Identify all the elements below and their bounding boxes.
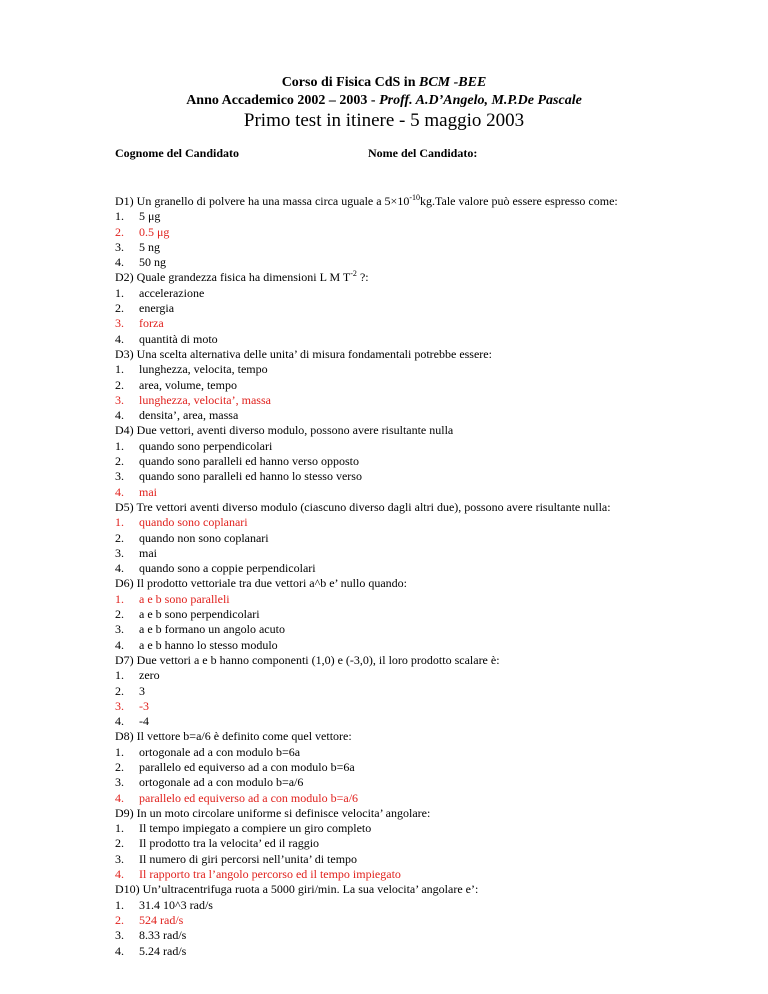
exponent: -10 <box>409 193 420 202</box>
correct-option <box>115 393 655 408</box>
option-number: 3. <box>115 928 124 943</box>
option-text: Il tempo impiegato a compiere un giro completo <box>139 821 372 836</box>
answer-option <box>115 821 655 836</box>
answer-option <box>115 638 655 653</box>
correct-option <box>115 791 655 806</box>
option-text: 31.4 10^3 rad/s <box>139 897 213 912</box>
option-text: a e b hanno lo stesso modulo <box>139 637 278 652</box>
option-number: 3. <box>115 622 124 637</box>
option-number: 3. <box>115 316 124 331</box>
question-text <box>115 500 655 515</box>
question-text <box>115 194 655 209</box>
answer-option <box>115 622 655 637</box>
option-number: 4. <box>115 790 124 805</box>
option-number: 2. <box>115 301 124 316</box>
option-text: ortogonale ad a con modulo b=6a <box>139 744 301 759</box>
option-number: 3. <box>115 851 124 866</box>
question-fragment: ?: <box>356 270 369 285</box>
option-text: Il rapporto tra l’angolo percorso ed il tempo impiegato <box>139 867 401 882</box>
correct-option <box>115 316 655 331</box>
correct-option <box>115 699 655 714</box>
option-text: a e b sono perpendicolari <box>139 607 260 622</box>
answer-option <box>115 836 655 851</box>
answer-option <box>115 928 655 943</box>
answer-option <box>115 546 655 561</box>
question-fragment: D5) Tre vettori aventi diverso modulo (ciascuno diverso dagli altri due), possono avere risultante nulla: <box>115 499 611 514</box>
test-title: Primo test in itinere - 5 maggio 2003 <box>243 110 525 131</box>
option-number: 2. <box>115 454 124 469</box>
answer-option <box>115 408 655 423</box>
option-text: -3 <box>139 698 149 713</box>
answer-option <box>115 775 655 790</box>
question-text <box>115 806 655 821</box>
answer-option <box>115 209 655 224</box>
option-number: 4. <box>115 331 124 346</box>
option-number: 1. <box>115 744 124 759</box>
option-number: 4. <box>115 867 124 882</box>
question-fragment: D1) Un granello di polvere ha una massa circa uguale a 5×10 <box>115 194 410 208</box>
answer-option <box>115 561 655 576</box>
answer-option <box>115 944 655 959</box>
question-fragment: kg.Tale valore può essere espresso come: <box>420 194 618 208</box>
option-number: 4. <box>115 714 124 729</box>
option-number: 3. <box>115 469 124 484</box>
answer-option <box>115 332 655 347</box>
option-text: energia <box>139 301 175 316</box>
answer-option <box>115 684 655 699</box>
option-text: accelerazione <box>139 285 205 300</box>
question-fragment: D2) Quale grandezza fisica ha dimensioni L M T <box>115 270 351 285</box>
question-text <box>115 423 655 438</box>
option-text: 0.5 μg <box>139 224 170 239</box>
option-number: 1. <box>115 209 124 224</box>
option-number: 2. <box>115 836 124 851</box>
option-text: mai <box>139 545 157 560</box>
answer-option <box>115 607 655 622</box>
answer-option <box>115 454 655 469</box>
question-text <box>115 653 655 668</box>
correct-option <box>115 225 655 240</box>
answer-option <box>115 286 655 301</box>
option-text: Il prodotto tra la velocita’ ed il raggio <box>139 836 320 851</box>
option-number: 2. <box>115 377 124 392</box>
option-text: parallelo ed equiverso ad a con modulo b=6a <box>139 759 355 774</box>
option-number: 1. <box>115 438 124 453</box>
option-number: 2. <box>115 912 124 927</box>
answer-option <box>115 760 655 775</box>
option-text: quando sono a coppie perpendicolari <box>139 561 316 576</box>
option-text: forza <box>139 316 164 331</box>
option-number: 4. <box>115 943 124 958</box>
option-text: quando sono perpendicolari <box>139 438 273 453</box>
option-number: 2. <box>115 530 124 545</box>
option-number: 2. <box>115 759 124 774</box>
option-text: mai <box>139 484 157 499</box>
option-number: 4. <box>115 255 124 270</box>
option-number: 4. <box>115 561 124 576</box>
answer-option <box>115 469 655 484</box>
option-number: 4. <box>115 408 124 423</box>
option-text: area, volume, tempo <box>139 377 237 392</box>
option-text: quando sono coplanari <box>139 515 248 530</box>
question-text <box>115 270 655 285</box>
question-fragment: D8) Il vettore b=a/6 è definito come quel vettore: <box>115 729 352 744</box>
answer-option <box>115 240 655 255</box>
answer-option <box>115 439 655 454</box>
answer-option <box>115 301 655 316</box>
option-number: 2. <box>115 683 124 698</box>
option-text: -4 <box>139 714 149 729</box>
option-text: lunghezza, velocita, tempo <box>139 362 268 377</box>
answer-option <box>115 255 655 270</box>
answer-option <box>115 378 655 393</box>
question-text <box>115 729 655 744</box>
question-fragment: D7) Due vettori a e b hanno componenti (1,0) e (-3,0), il loro prodotto scalare è: <box>115 652 500 667</box>
correct-option <box>115 913 655 928</box>
option-text: 5.24 rad/s <box>139 943 187 958</box>
name-label: Nome del Candidato: <box>368 146 478 160</box>
course-code: BCM -BEE <box>419 75 487 90</box>
option-text: quantità di moto <box>139 331 218 346</box>
option-text: densita’, area, massa <box>139 408 239 423</box>
option-text: 3 <box>139 683 145 698</box>
option-number: 1. <box>115 668 124 683</box>
option-number: 1. <box>115 285 124 300</box>
option-text: parallelo ed equiverso ad a con modulo b=a/6 <box>139 790 359 805</box>
option-number: 4. <box>115 484 124 499</box>
answer-option <box>115 362 655 377</box>
option-text: a e b sono paralleli <box>139 591 230 606</box>
option-number: 2. <box>115 224 124 239</box>
option-text: lunghezza, velocita’, massa <box>139 392 271 407</box>
course-title-prefix: Corso di Fisica CdS in <box>281 75 419 90</box>
option-text: quando sono paralleli ed hanno lo stesso verso <box>139 469 362 484</box>
option-number: 2. <box>115 607 124 622</box>
option-number: 4. <box>115 637 124 652</box>
option-text: a e b formano un angolo acuto <box>139 622 285 637</box>
answer-option <box>115 668 655 683</box>
option-number: 3. <box>115 545 124 560</box>
correct-option <box>115 485 655 500</box>
option-number: 3. <box>115 698 124 713</box>
question-text <box>115 347 655 362</box>
answer-option <box>115 531 655 546</box>
option-number: 1. <box>115 821 124 836</box>
question-text <box>115 882 655 897</box>
question-fragment: D10) Un’ultracentrifuga ruota a 5000 giri/min. La sua velocita’ angolare e’: <box>115 882 479 897</box>
option-number: 1. <box>115 362 124 377</box>
option-number: 3. <box>115 775 124 790</box>
question-fragment: D4) Due vettori, aventi diverso modulo, possono avere risultante nulla <box>115 423 454 438</box>
course-title <box>0 74 768 91</box>
option-text: 524 rad/s <box>139 912 184 927</box>
professors: Proff. A.D’Angelo, M.P.De Pascale <box>379 93 582 108</box>
option-number: 3. <box>115 392 124 407</box>
question-fragment: D3) Una scelta alternativa delle unita’ di misura fondamentali potrebbe essere: <box>115 346 492 361</box>
option-text: 5 ng <box>139 239 160 254</box>
answer-option <box>115 714 655 729</box>
option-number: 3. <box>115 239 124 254</box>
exponent: -2 <box>350 269 357 279</box>
answer-option <box>115 745 655 760</box>
option-text: zero <box>139 668 160 683</box>
option-text: 50 ng <box>139 255 166 270</box>
option-text: quando non sono coplanari <box>139 530 269 545</box>
option-text: 5 μg <box>139 209 161 224</box>
option-number: 1. <box>115 591 124 606</box>
option-number: 1. <box>115 515 124 530</box>
question-fragment: D9) In un moto circolare uniforme si definisce velocita’ angolare: <box>115 805 431 820</box>
academic-year-line <box>0 92 768 109</box>
correct-option <box>115 515 655 530</box>
academic-year: Anno Accademico 2002 – 2003 - <box>186 93 380 108</box>
option-text: ortogonale ad a con modulo b=a/6 <box>139 775 304 790</box>
answer-option <box>115 852 655 867</box>
questions-list <box>115 194 655 959</box>
correct-option <box>115 867 655 882</box>
question-fragment: D6) Il prodotto vettoriale tra due vettori a^b e’ nullo quando: <box>115 576 407 591</box>
surname-label: Cognome del Candidato <box>115 146 240 160</box>
option-text: quando sono paralleli ed hanno verso opposto <box>139 454 359 469</box>
question-text <box>115 576 655 591</box>
option-text: Il numero di giri percorsi nell’unita’ di tempo <box>139 851 358 866</box>
option-number: 1. <box>115 897 124 912</box>
correct-option <box>115 592 655 607</box>
option-text: 8.33 rad/s <box>139 928 187 943</box>
answer-option <box>115 898 655 913</box>
